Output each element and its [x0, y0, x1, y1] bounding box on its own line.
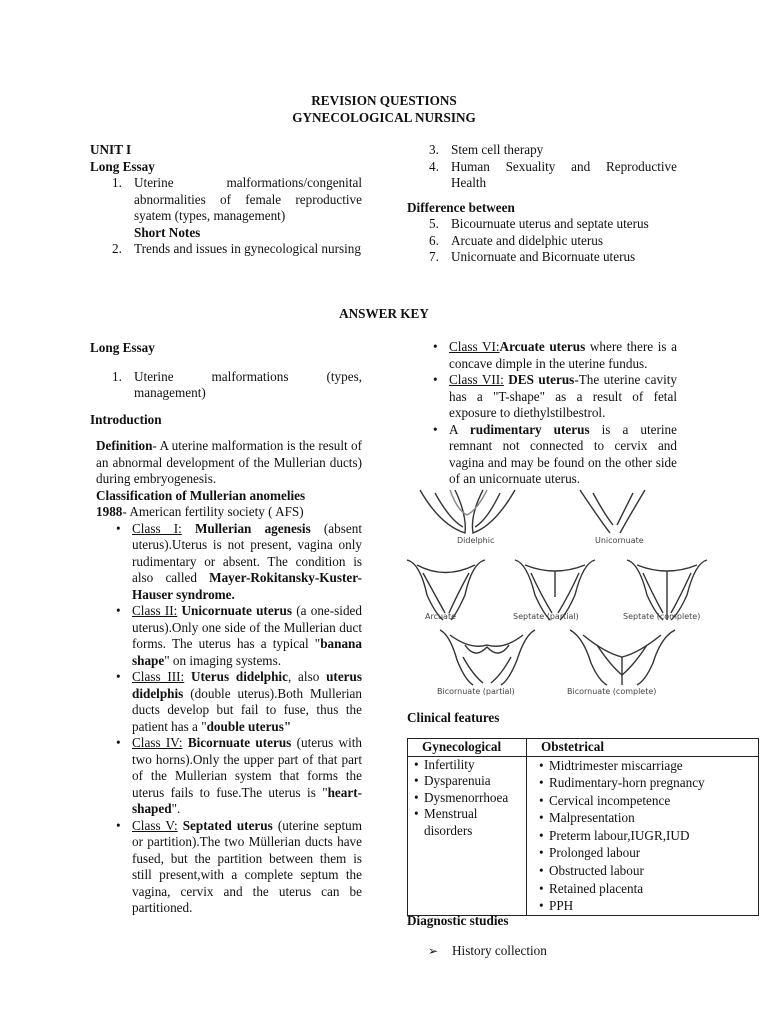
answer-item-1 — [112, 369, 362, 402]
column-header-obstetrical: Obstetrical — [527, 739, 759, 757]
figure-label-septate-partial: Septate (partial) — [513, 612, 579, 621]
question-number: 5. — [429, 216, 439, 231]
class-4-item — [112, 735, 362, 818]
class-text: (a one-sided uterus).Only one side of the Mullerian duct forms. The uterus has a typical " — [132, 603, 363, 651]
class-text: (uterus with two horns).Only the upper part of that part of the Mullerian system that forms the uterus fails to fuse.The uterus is " — [132, 735, 362, 800]
question-text: Bicournuate uterus and septate uterus — [451, 216, 649, 231]
uterine-malformations-figure — [405, 485, 730, 697]
item-number: 1. — [112, 368, 122, 384]
septate-complete-diagram — [627, 560, 707, 620]
class-bold-text: Mayer-Rokitansky-Kuster-Hauser syndrome. — [132, 570, 362, 602]
class-name: Bicornuate uterus — [182, 735, 292, 750]
figure-label-bicornuate-partial: Bicornuate (partial) — [437, 687, 515, 696]
difference-heading: Difference between — [407, 199, 515, 215]
list-item: • Dysmenorrhoea — [412, 790, 522, 807]
class-text: " on imaging systems. — [164, 652, 281, 668]
class-label: Class VII: — [449, 372, 504, 387]
class-text: , also — [287, 669, 327, 684]
class-text: A — [449, 421, 470, 437]
question-4 — [429, 159, 677, 192]
class-7-item — [429, 372, 677, 422]
list-item: • Obstructed labour — [537, 862, 754, 880]
question-number: 1. — [112, 175, 122, 190]
class-name: Arcuate uterus — [499, 339, 586, 354]
class-bold-text: uterus didelphis — [132, 669, 362, 701]
list-item: • Malpresentation — [537, 809, 754, 827]
bicornuate-partial-diagram — [440, 630, 535, 685]
title-line-1: REVISION QUESTIONS — [311, 93, 457, 108]
class-label: Class II: — [132, 603, 178, 618]
list-item: • Prolonged labour — [537, 844, 754, 862]
table-header-row — [408, 739, 759, 757]
gynecological-cell — [408, 756, 527, 915]
list-item: • Rudimentary-horn pregnancy — [537, 774, 754, 792]
class-label: Class V: — [132, 817, 178, 833]
table-row — [408, 756, 759, 915]
list-item: • Menstrual disorders — [412, 806, 522, 839]
question-text: Uterine malformations/congenital abnormalities of female reproductive syatem (types, management) — [134, 175, 362, 223]
question-number: 6. — [429, 232, 439, 248]
arcuate-diagram — [407, 560, 485, 620]
class-1-item — [112, 521, 362, 604]
class-bold-text: banana shape — [132, 636, 362, 668]
question-text: Arcuate and didelphic uterus — [451, 232, 603, 248]
list-item: • PPH — [537, 897, 754, 915]
obstetrical-cell — [527, 756, 759, 915]
class-text: ". — [171, 801, 181, 816]
clinical-features-table — [407, 738, 759, 916]
question-number: 3. — [429, 142, 439, 157]
clinical-features-heading: Clinical features — [407, 710, 500, 725]
class-2-item — [112, 603, 362, 669]
question-6 — [429, 233, 677, 250]
class-label: Class IV: — [132, 735, 183, 750]
class-label: Class VI: — [449, 339, 500, 354]
class-bold-text: heart-shaped — [132, 784, 362, 816]
class-name: Mullerian agenesis — [181, 520, 311, 536]
definition-paragraph — [96, 438, 362, 488]
question-text: Unicornuate and Bicornuate uterus — [451, 249, 636, 264]
list-item: • Cervical incompetence — [537, 792, 754, 810]
class-text: -The uterine cavity has a "T-shape" as a result of fetal exposure to diethylstilbestrol. — [449, 372, 677, 420]
list-item: • Midtrimester miscarriage — [537, 757, 754, 775]
question-number: 2. — [112, 241, 122, 256]
unit-heading: UNIT I — [90, 142, 132, 157]
septate-partial-diagram — [515, 560, 595, 620]
class-text: (uterine septum or partition).The two Müllerian ducts have fused, but the partition between them is still present,with a complete septum the vagina, cervix and the uterus can be partitioned. — [132, 817, 362, 915]
list-item: • Retained placenta — [537, 880, 754, 898]
unicornuate-diagram — [580, 490, 645, 533]
class-text: (absent uterus).Uterus is not present, vagina only rudimentary or absent. The condition is also called — [132, 520, 362, 585]
didelphic-diagram — [420, 490, 515, 533]
clinical-features-table-wrap — [407, 738, 759, 916]
figure-label-unicornuate: Unicornuate — [595, 536, 644, 545]
class-name: Septated uterus — [177, 817, 273, 833]
diagnostic-studies-heading: Diagnostic studies — [407, 913, 509, 928]
afs-year: 1988 — [96, 504, 123, 519]
question-5 — [429, 216, 677, 233]
diagnostic-item-history: ➢ History collection — [428, 943, 768, 960]
class-6-item — [429, 339, 677, 372]
class-label: Class I: — [132, 520, 182, 536]
question-text: Trends and issues in gynecological nursing — [134, 241, 361, 256]
class-5-item — [112, 818, 362, 917]
short-notes-heading: Short Notes — [134, 224, 201, 240]
list-item: • Preterm labour,IUGR,IUD — [537, 827, 754, 845]
class-text: is a uterine remnant not connected to cervix and vagina and may be found on the other side of an unicornuate uterus. — [449, 421, 677, 486]
question-number: 7. — [429, 249, 439, 264]
definition-text: - A uterine malformation is the result of an abnormal development of the Mullerian ducts) during embryogenesis. — [96, 438, 362, 486]
class-name: Unicornuate uterus — [177, 603, 292, 618]
question-1 — [112, 175, 362, 225]
list-item: • Infertility — [412, 757, 522, 774]
class-3-item — [112, 669, 362, 735]
question-text: Stem cell therapy — [451, 142, 544, 157]
class-name: rudimentary uterus — [469, 421, 590, 437]
figure-label-arcuate: Arcuate — [425, 612, 457, 621]
question-number: 4. — [429, 158, 439, 174]
afs-line — [96, 504, 362, 521]
figure-label-septate-complete: Septate (complete) — [623, 612, 701, 621]
page-title — [0, 93, 768, 126]
question-3 — [429, 142, 677, 159]
questions-left-column — [90, 142, 362, 258]
question-text: Human Sexuality and Reproductive Health — [451, 158, 677, 190]
afs-society: - American fertility society ( AFS) — [122, 504, 304, 519]
list-item: • Dysparenuia — [412, 773, 522, 790]
definition-label: Definition — [96, 438, 153, 453]
class-text: (double uterus).Both Mullerian ducts develop but fail to fuse, thus the patient has a " — [132, 685, 362, 734]
answer-long-essay-heading: Long Essay — [90, 340, 155, 355]
classification-heading: Classification of Mullerian anomelies — [96, 487, 306, 503]
rudimentary-item — [429, 422, 677, 488]
question-2 — [112, 241, 362, 258]
answer-left-column — [90, 340, 362, 917]
introduction-heading: Introduction — [90, 411, 162, 427]
question-7 — [429, 249, 677, 266]
answer-key-title: ANSWER KEY — [339, 306, 429, 321]
class-text: where there is a concave dimple in the uterine fundus. — [449, 339, 677, 371]
class-name: Uterus didelphic — [184, 669, 288, 684]
answer-right-column — [407, 339, 677, 488]
figure-label-bicornuate-complete: Bicornuate (complete) — [567, 687, 657, 696]
class-label: Class III: — [132, 669, 185, 684]
long-essay-heading: Long Essay — [90, 158, 155, 174]
class-name: DES uterus — [503, 372, 575, 387]
item-text: Uterine malformations (types, management) — [134, 368, 362, 400]
figure-label-didelphic: Didelphic — [457, 536, 495, 545]
questions-right-column — [407, 142, 677, 266]
bicornuate-complete-diagram — [570, 630, 675, 685]
class-bold-text: double uterus" — [206, 718, 292, 734]
column-header-gynecological: Gynecological — [408, 739, 527, 757]
title-line-2: GYNECOLOGICAL NURSING — [292, 109, 476, 125]
